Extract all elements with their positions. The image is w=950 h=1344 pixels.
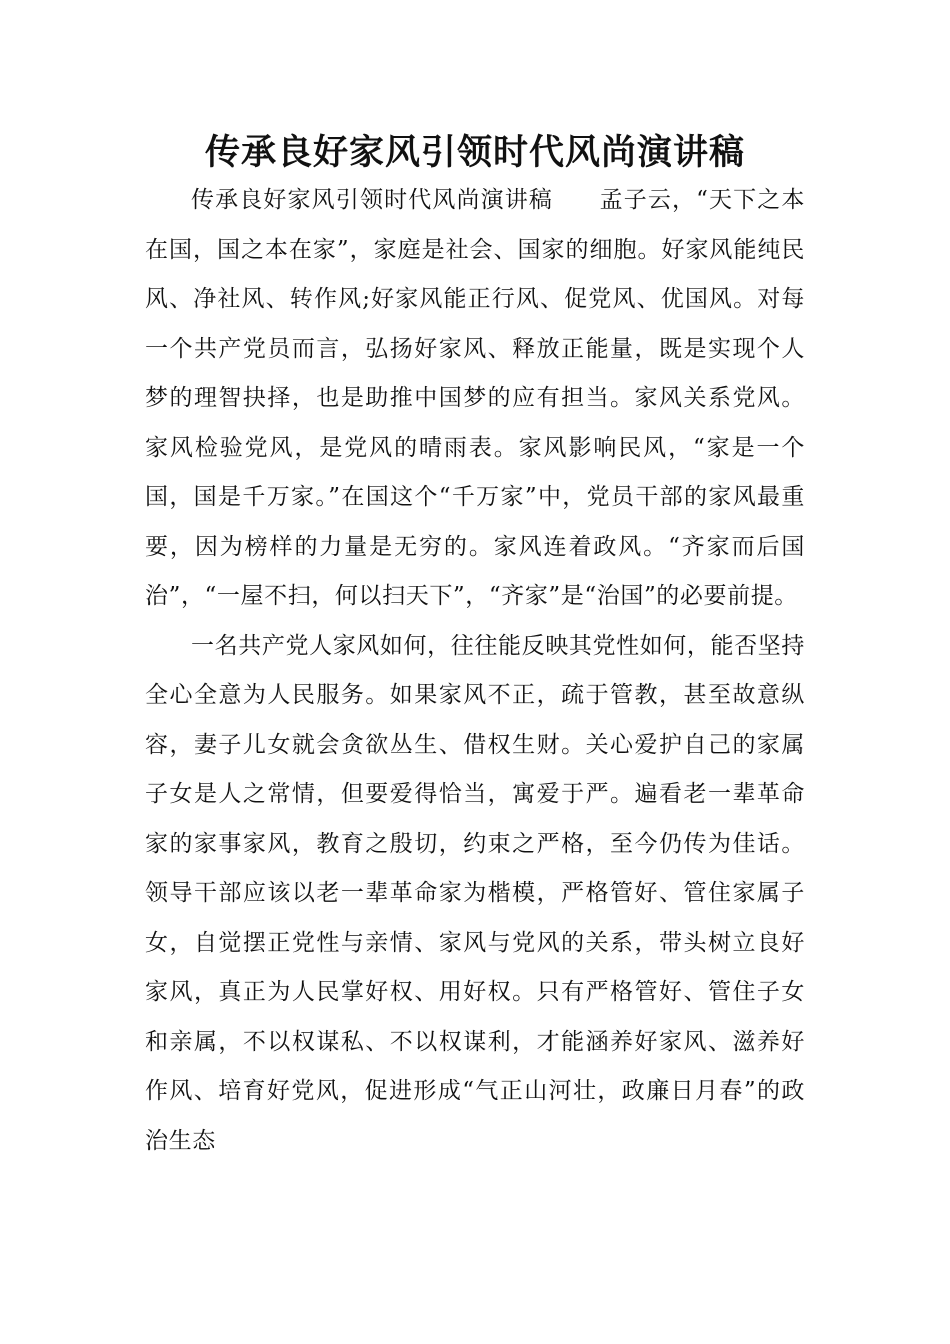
document-title: 传承良好家风引领时代风尚演讲稿: [204, 132, 745, 173]
paragraph-1-lead: 传承良好家风引领时代风尚演讲稿: [191, 187, 554, 213]
document-body: [145, 176, 805, 1166]
paragraph-1: [145, 176, 805, 622]
paragraph-1-text: 孟子云，“天下之本在国，国之本在家”，家庭是社会、国家的细胞。好家风能纯民风、净社风、转作风;好家风能正行风、促党风、优国风。对每一个共产党员而言，弘扬好家风、释放正能量，既是实现个人梦的理智抉择，也是助推中国梦的应有担当。家风关系党风。家风检验党风，是党风的晴雨表。家风影响民风，“家是一个国，国是千万家。”在国这个“千万家”中，党员干部的家风最重要，因为榜样的力量是无穷的。家风连着政风。“齐家而后国治”，“一屋不扫，何以扫天下”，“齐家”是“治国”的必要前提。: [145, 187, 806, 609]
paragraph-2: 一名共产党人家风如何，往往能反映其党性如何，能否坚持全心全意为人民服务。如果家风不正，疏于管教，甚至故意纵容，妻子儿女就会贪欲丛生、借权生财。关心爱护自己的家属子女是人之常情，但要爱得恰当，寓爱于严。遍看老一辈革命家的家事家风，教育之殷切，约束之严格，至今仍传为佳话。领导干部应该以老一辈革命家为楷模，严格管好、管住家属子女，自觉摆正党性与亲情、家风与党风的关系，带头树立良好家风，真正为人民掌好权、用好权。只有严格管好、管住子女和亲属，不以权谋私、不以权谋利，才能涵养好家风、滋养好作风、培育好党风，促进形成“气正山河壮，政廉日月春”的政治生态: [145, 632, 805, 1154]
